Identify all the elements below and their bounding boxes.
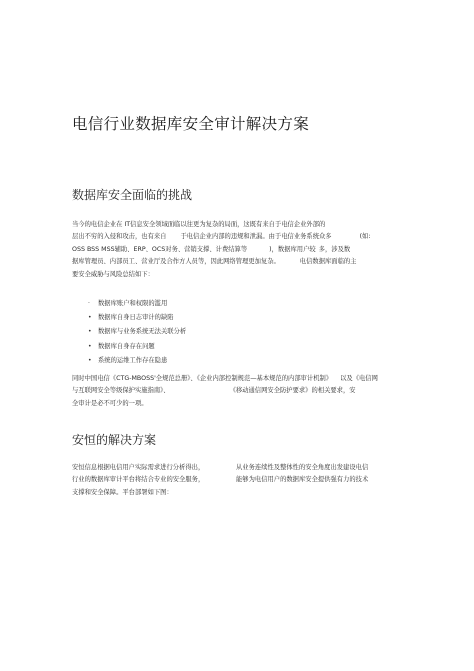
bullet-list — [88, 297, 348, 368]
list-item — [88, 311, 348, 325]
text-fragment: 电信数据库面临的主 — [299, 258, 357, 266]
bullet-marker: • — [88, 328, 92, 336]
text-line — [72, 385, 412, 397]
text-line — [72, 256, 412, 268]
text-fragment: OSS BSS MSS辅助、ERP、OCS对务、营销支撑、计费结算等 — [72, 245, 248, 253]
list-item-text: 数据库与业务系统无法关联分析 — [98, 328, 187, 336]
list-item-text: 数据库账户和权限的滥用 — [98, 300, 168, 307]
text-line — [72, 244, 412, 256]
bullet-marker: · — [88, 300, 90, 307]
text-line: 支撑和安全保障。平台部署如下图： — [72, 488, 173, 496]
text-line — [72, 373, 412, 385]
bullet-marker: • — [88, 356, 92, 364]
text-fragment: 层出不穷的入侵和攻击，也有来自 — [72, 233, 167, 241]
text-fragment: 于电信企业内部的违规和泄漏。由于电信业务系统众多 — [180, 233, 332, 241]
list-item — [88, 325, 348, 339]
text-fragment: (如: — [359, 233, 371, 241]
bullet-marker: • — [88, 314, 92, 322]
text-fragment: 以及《电信网 — [340, 375, 378, 382]
text-fragment: )，数据库用户较 — [269, 245, 316, 253]
list-item — [88, 340, 348, 354]
text-line: 安恒信息根据电信用户实际需求进行分析得出， — [72, 464, 205, 471]
paragraph-solution-left — [72, 462, 232, 499]
section-heading-solution: 安恒的解决方案 — [72, 433, 157, 447]
list-item — [88, 354, 348, 368]
text-fragment: 与互联网安全等级保护实施指南》、 — [72, 387, 170, 395]
text-line: 要安全威胁与风险总结如下： — [72, 270, 154, 278]
text-line: 从业务连续性及整体性的安全角度出发建设电信 — [236, 464, 369, 471]
text-fragment: 《移动通信网安全防护要求》的相关要求，安 — [229, 387, 356, 395]
text-line: 能够为电信用户的数据库安全提供强有力的技术 — [236, 476, 369, 484]
text-line: 当今的电信企业在 IT信息安全领域面临以往更为复杂的局面，这既有来自于电信企业外部的 — [72, 221, 326, 228]
document-title: 电信行业数据库安全审计解决方案 — [72, 115, 310, 133]
text-line: 全审计是必不可少的一项。 — [72, 399, 148, 407]
list-item — [88, 297, 348, 311]
text-line — [72, 231, 412, 243]
list-item-text: 系统的运维工作存在隐患 — [98, 356, 168, 364]
paragraph-compliance — [72, 373, 412, 410]
text-fragment: 同时中国电信《CTG-MBOSS'全规范总册》、《企业内部控制规范—基本规范的内部审计机制》 — [72, 375, 333, 382]
paragraph-solution-right — [236, 462, 406, 487]
bullet-marker: • — [88, 342, 92, 350]
text-fragment: 多，涉及数 — [318, 245, 351, 253]
text-fragment: 据库管理员、内部员工、营业厅及合作方人员等，因此网络管理更加复杂。 — [72, 258, 280, 266]
section-heading-challenges: 数据库安全面临的挑战 — [72, 188, 193, 202]
list-item-text: 数据库自身日志审计的缺陷 — [98, 314, 174, 322]
list-item-text: 数据库自身存在问题 — [98, 342, 155, 350]
text-line: 行业的数据库审计平台将结合专业的安全服务， — [72, 476, 205, 484]
paragraph-challenges — [72, 219, 412, 281]
